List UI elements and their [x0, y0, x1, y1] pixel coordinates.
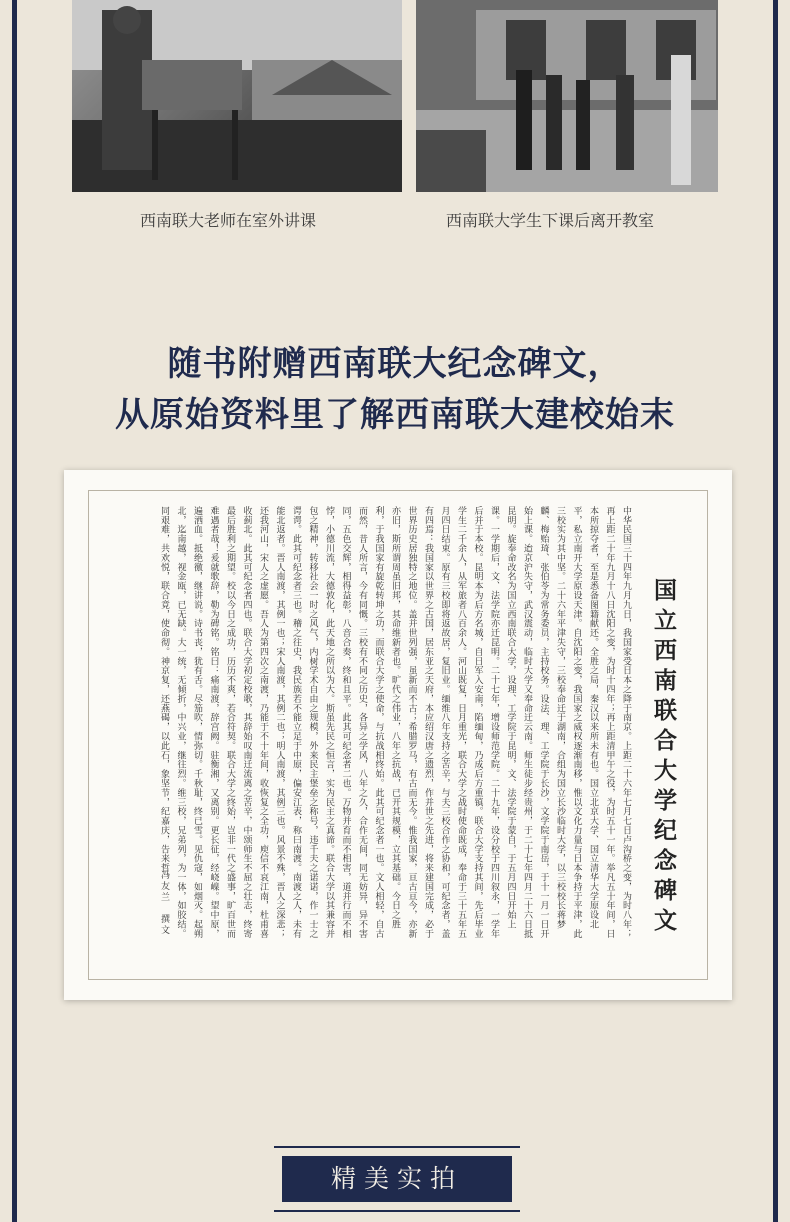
memorial-tablet-inscription [64, 470, 732, 1000]
banner-rule-top [274, 1146, 520, 1148]
photo-teacher-outdoor-lecture [72, 0, 402, 192]
photo-caption-1: 西南联大老师在室外讲课 [140, 211, 317, 230]
right-frame-border [773, 0, 778, 1222]
banner-rule-bottom [274, 1210, 520, 1212]
tablet-body-text: 中华民国三十四年九月九日，我国家受日本之降于南京。上距二十六年七月七日卢沟桥之变，为时八年；再上距二十年九月十八日沈阳之变，为时十四年；再上距清甲午之役，为时五十一年。举凡五十年间，日本所掠夺者，至是悉备图籍献还。全胜之局，秦汉以来所未有也。国立北京大学、国立清华大学原设北平，私立南开大学原设天津。自沈阳之变，我国家之威权逐渐南移，惟以文化力量与日本争持于平津，此三校实为其中坚。二十六年平津失守，三校奉命迁于湖南，合组为国立长沙临时大学，以三校校长蒋梦麟、梅贻琦、张伯苓为常务委员，主持校务。设法、理、工学院于长沙，文学院于南岳，于十一月一日开始上课。迨京沪失守，武汉震动，临时大学又奉命迁云南。师生徒步经贵州，于二十七年四月二十六日抵昆明。旋奉命改名为国立西南联合大学，设理、工学院于昆明，文、法学院于蒙自，于五月四日开始上课。一学期后，文、法学院亦迁昆明。二十七年，增设师范学院。二十九年，设分校于四川叙永，一学年后并于本校。昆明本为后方名城，自日军入安南，陷缅甸，乃成后方重镇。联合大学支持其间，先后毕业学生二千余人，从军旅者八百余人。河山既复，日月重光，联合大学之战时使命既成，奉命于三十五年五月四日结束。原有三校即将返故居，复旧业。缅维八年支持之苦辛，与夫三校合作之协和，可纪念者，盖有四焉：我国家以世界之古国，居东亚之天府，本应绍汉唐之遗烈，作并世之先进，将来建国完成，必于世界历史居独特之地位。盖并世列强，虽新而不古；希腊罗马，有古而无今。惟我国家，亘古亘今，亦新亦旧，斯所谓周虽旧邦，其命维新者也。旷代之伟业，八年之抗战，已开其规模，立其基础。今日之胜利，于我国家有旋乾转坤之功，而联合大学之使命，与抗战相终始。此其可纪念者一也。文人相轻，自古而然，昔人所言，今有同慨。三校有不同之历史，各异之学风，八年之久，合作无间，同无妨异，异不害同，五色交辉，相得益彰，八音合奏，终和且平。此其可纪念者二也。万物并育而不相害，道并行而不相悖，小德川流，大德敦化，此天地之所以为大。斯虽先民之恒言，实为民主之真谛。联合大学以其兼容并包之精神，转移社会一时之风气，内树学术自由之规模，外来民主堡垒之称号，违千夫之诺诺，作一士之谔谔。此其可纪念者三也。稽之往史，我民族若不能立足于中原，偏安江表，称曰南渡。南渡之人，未有能北返者。晋人南渡，其例一也；宋人南渡，其例二也；明人南渡，其例三也。风景不殊，晋人之深悲；还我河山，宋人之虚愿。吾人为第四次之南渡，乃能于不十年间，收恢复之全功，庾信不哀江南，杜甫喜收蓟北。此其可纪念者四也。联合大学初定校歌，其辞始叹南迁流离之苦辛，中颂师生不屈之壮志，终寄最后胜利之期望。校以今日之成功，历历不爽，若合符契。联合大学之终始，岂非一代之盛事，旷百世而难遇者哉！爰就歌辞，勒为碑铭。铭曰：痛南渡，辞宫阙。驻衡湘，又离别。更长征，经峣嵲。望中原，遍洒血。抵绝徼，继讲说。诗书丧，犹有舌。尽笳吹，情弥切。千秋耻，终已雪。见仇寇，如烟灭。起朔北，迄南越，视金瓯，已无缺。大一统，无倾折，中兴业，继往烈。维三校，兄弟列，为一体，如胶结。同艰难，共欢悦，联合竟，使命彻。神京复，还燕碣，以此石，象坚节，纪嘉庆，告来哲。 [159, 506, 631, 939]
section-banner: 精美实拍 [282, 1156, 512, 1202]
photo-caption-2: 西南联大学生下课后离开教室 [446, 211, 655, 230]
headline-line-1: 随书附赠西南联大纪念碑文， [167, 344, 623, 384]
left-frame-border [12, 0, 17, 1222]
headline-line-2: 从原始资料里了解西南联大建校始末 [115, 395, 675, 435]
photo-students-leaving-classroom [416, 0, 718, 192]
tablet-title: 国立西南联合大学纪念碑文 [650, 578, 677, 938]
tablet-author: 冯友兰 撰文 [159, 870, 169, 936]
